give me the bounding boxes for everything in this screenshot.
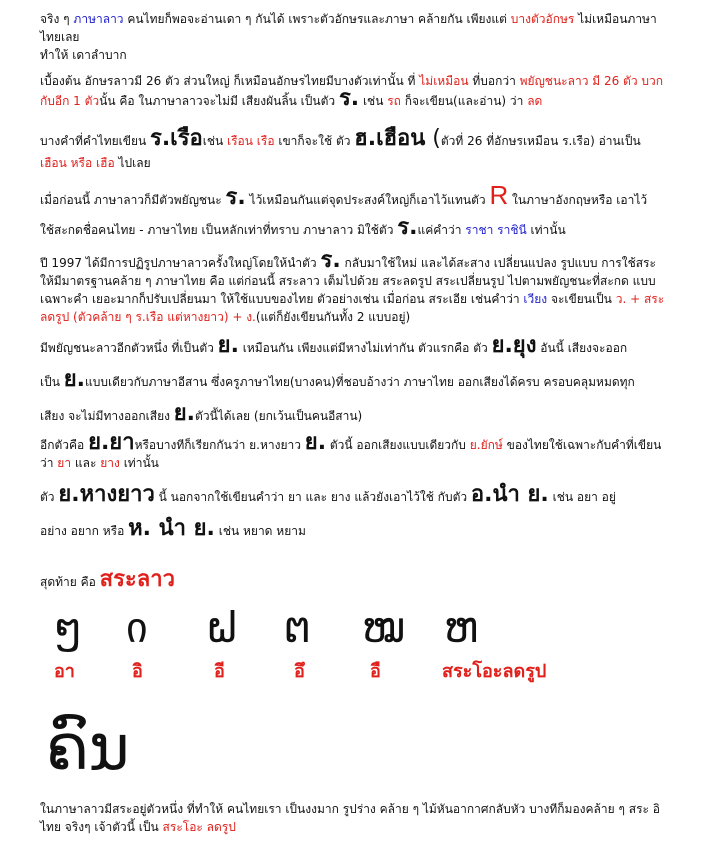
letter-yor-long-tail: ย.หางยาว [58,482,155,507]
vowel-glyph-ue: ຕ [284,603,311,652]
paragraph-long-tail-yor: ตัว ย.หางยาว นี้ นอกจากใช้เขียนคำว่า ยา และ ยาง แล้วยังเอาไว้ใช้ กับตัว อ.นำ ย. เช่น อยา อยู่ [40,482,616,507]
letter-ror: ร. [338,86,360,111]
paragraph-ror-replacement: บางคำที่คำไทยเขียน ร.เรือเช่น เรือน เรือ เขาก็จะใช้ ตัว ฮ.เฮือน (ตัวที่ 26 ที่อักษรเหมือน ร.เรือ) อ่านเป็น เฮือน หรือ เฮือ ไปเลย [40,126,641,170]
vowel-glyph-i: ი [126,603,148,652]
paragraph-ror-names: ใช้สะกดชื่อคนไทย - ภาษาไทย เป็นหลักเท่าที่ทราบ ภาษาลาว มิใช้ตัว ร.แค่คำว่า ราชา ราชินี เท่านั้น [40,215,566,240]
letter-hor-huean: ฮ.เฮือน [354,126,426,151]
vowel-glyph-ii: ຝ [206,603,239,652]
vowel-label-ii: อี [214,661,225,682]
paragraph-isan-sound: เป็น ย.แบบเดียวกับภาษาอีสาน ซึ่งครูภาษาไทย(บางคน)ที่ชอบอ้างว่า ภาษาไทย ออกเสียงได้ครบ ครอบคลุมหมดทุก [40,367,635,392]
paragraph-alphabet-count: เบื้องต้น อักษรลาวมี 26 ตัว ส่วนใหญ่ ก็เหมือนอักษรไทยมีบางตัวเท่านั้น ที่ ไม่เหมือน ที่บอกว่า พยัญชนะลาว มี 26 ตัว บวกกับอีก 1 ตัวนั้น คือ ในภาษาลาวจะไม่มี เสียงผันลิ้น เป็นตัว ร. เช่น รถ ก็จะเขียน(และอ่าน) ว่า ลด [40,74,664,111]
vowel-label-aa: อา [54,661,75,682]
highlight-some-letters: บางตัวอักษร [510,12,575,26]
paragraph-o-reduced-explanation: ในภาษาลาวมีสระอยู่ตัวหนึ่ง ที่ทำให้ คนไทยเรา เป็นงงมาก รูปร่าง คล้าย ๆ ไม้หันอากาศกลับหัว บางทีก็มองคล้าย ๆ สระ อิ ไทย จริงๆ เจ้าตัวนี้ เป็น สระโอะ ลดรูป [40,802,660,834]
paragraph-1997-reform: ปี 1997 ได้มีการปฏิรูปภาษาลาวครั้งใหญ่โดยให้นำตัว ร. กลับมาใช้ใหม่ และได้สะสาง เปลี่ยนแปลง รูปแบบ การใช้สระ ให้มีมาตรฐานคล้าย ๆ ภาษาไทย คือ แต่ก่อนนี้ สระลาว เต็มไปด้วย สระลดรูป สระเปลี่ยนรูป ไปตามพยัญชนะที่สะกด แบบเฉพาะคำ เยอะมากก็ปรับเปลี่ยนมา ให้ใช้แบบของไทย ตัวอย่างเช่น เมื่อก่อน สระเอีย เช่นคำว่า เวียง จะเขียนเป็น ว. + สระลดรูป (ตัวคล้าย ๆ ร.เรือ แต่หางยาว) + ง.(แต่ก็ยังเขียนกันทั้ง 2 แบบอยู่) [40,248,665,324]
highlight-lao-language: ภาษาลาว [73,12,124,26]
highlight-26-consonants: พยัญชนะลาว มี 26 ตัว บวกกับอีก 1 ตัว [40,74,664,108]
highlight-o-reduced: สระโอะ ลดรูป [162,820,236,834]
vowel-label-ue: อึ [294,661,305,682]
section-title-lao-vowels: สุดท้าย คือ สระลาว [40,567,175,592]
letter-yor-yaa: ย.ยา [88,430,135,455]
paragraph-hor-lead: อย่าง อยาก หรือ ห. นำ ย. เช่น หยาด หยาม [40,516,306,541]
paragraph-intro: จริง ๆ ภาษาลาว คนไทยก็พอจะอ่านเดา ๆ กันได้ เพราะตัวอักษรและภาษา คล้ายกัน เพียงแต่ บางตัวอักษร ไม่เหมือนภาษาไทยเลย ทำให้ เดาลำบาก [40,12,657,62]
vowel-glyph-aa: ໆ [54,603,83,652]
paragraph-isan-exception: เสียง จะไม่มีทางออกเสียง ย.ตัวนี้ได้เลย (ยกเว้นเป็นคนอีสาน) [40,401,363,426]
paragraph-yor-yung: มีพยัญชนะลาวอีกตัวหนึ่ง ที่เป็นตัว ย. เหมือนกัน เพียงแต่มีหางไม่เท่ากัน ตัวแรกคือ ตัว ย.ยุง อันนี้ เสียงจะออก [40,333,628,358]
letter-ror-ruea: ร.เรือ [150,126,203,151]
vowel-label-i: อิ [132,661,143,682]
lao-word-example: ຄົນ [46,711,130,784]
paragraph-ror-usage: เมื่อก่อนนี้ ภาษาลาวก็มีตัวพยัญชนะ ร. ไว้เหมือนกันแต่จุดประสงค์ใหญ่ก็เอาไว้แทนตัว R ในภาษาอังกฤษหรือ เอาไว้ [40,180,648,210]
vowel-glyph-uee: ໝ [362,603,406,652]
lao-vowels-heading: สระลาว [99,567,175,592]
vowel-glyph-o-reduced: ຫ [444,603,479,652]
paragraph-yor-yaa: อีกตัวคือ ย.ยาหรือบางทีก็เรียกกันว่า ย.หางยาว ย. ตัวนี้ ออกเสียงแบบเดียวกับ ย.ยักษ์ ของไทยใช้เฉพาะกับคำที่เขียนว่า ยา และ ยาง เท่านั้น [40,430,662,470]
letter-yor-yung: ย.ยุง [491,333,537,358]
vowel-label-uee: อื [370,661,381,682]
vowel-glyph-row [40,604,666,684]
vowel-label-o-reduced: สระโอะลดรูป [442,661,547,682]
letter-r-latin: R [489,180,509,210]
